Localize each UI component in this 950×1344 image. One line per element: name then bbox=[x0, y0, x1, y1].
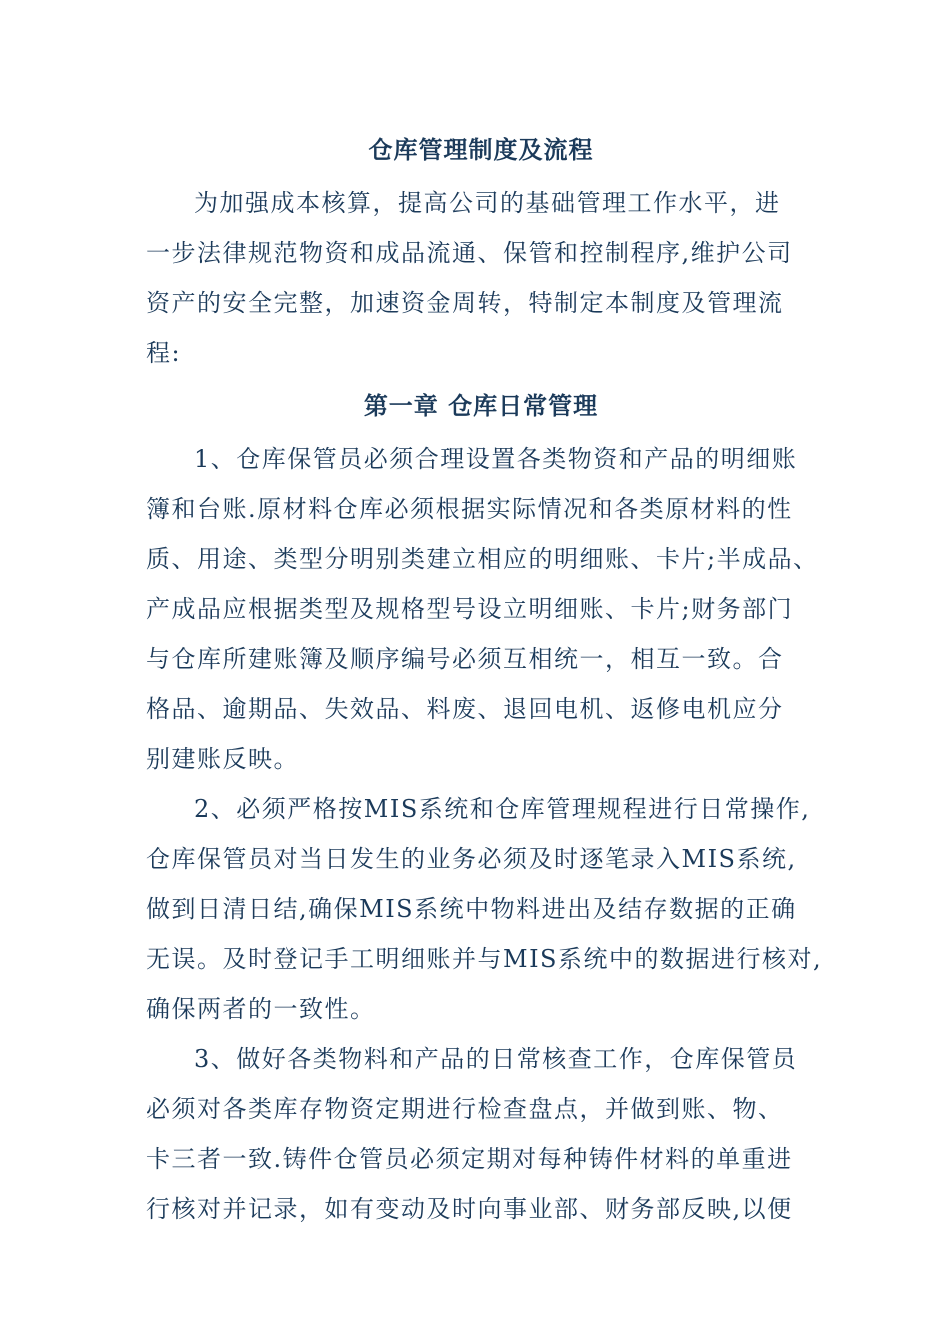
clause-1-line: 别建账反映。 bbox=[146, 745, 299, 773]
intro-line: 资产的安全完整，加速资金周转，特制定本制度及管理流 bbox=[146, 289, 784, 317]
clause-1-line: 1、仓库保管员必须合理设置各类物资和产品的明细账 bbox=[194, 445, 798, 473]
clause-3-line: 必须对各类库存物资定期进行检查盘点，并做到账、物、 bbox=[146, 1095, 784, 1123]
clause-3-line: 3、做好各类物料和产品的日常核查工作，仓库保管员 bbox=[194, 1045, 798, 1073]
intro-paragraph bbox=[146, 178, 816, 378]
clause-2-paragraph bbox=[146, 784, 823, 1034]
chapter-heading: 第一章 仓库日常管理 bbox=[363, 391, 599, 420]
intro-line: 程: bbox=[146, 339, 182, 367]
clause-2-line: 无误。及时登记手工明细账并与MIS系统中的数据进行核对, bbox=[146, 945, 823, 973]
clause-1-line: 与仓库所建账簿及顺序编号必须互相统一，相互一致。合 bbox=[146, 645, 784, 673]
document-body bbox=[146, 128, 823, 1234]
clause-2-line: 做到日清日结,确保MIS系统中物料进出及结存数据的正确 bbox=[146, 895, 797, 923]
clause-2-line: 仓库保管员对当日发生的业务必须及时逐笔录入MIS系统, bbox=[146, 845, 797, 873]
clause-1-line: 产成品应根据类型及规格型号设立明细账、卡片;财务部门 bbox=[146, 595, 794, 623]
clause-3-line: 行核对并记录，如有变动及时向事业部、财务部反映,以便 bbox=[146, 1195, 793, 1223]
clause-2-line: 2、必须严格按MIS系统和仓库管理规程进行日常操作, bbox=[194, 795, 811, 823]
clause-1-paragraph bbox=[146, 434, 819, 784]
document-title: 仓库管理制度及流程 bbox=[368, 135, 594, 164]
intro-line: 为加强成本核算，提高公司的基础管理工作水平，进 bbox=[194, 189, 781, 217]
clause-1-line: 簿和台账.原材料仓库必须根据实际情况和各类原材料的性 bbox=[146, 495, 793, 523]
intro-line: 一步法律规范物资和成品流通、保管和控制程序,维护公司 bbox=[146, 239, 793, 267]
clause-2-line: 确保两者的一致性。 bbox=[146, 995, 376, 1023]
clause-1-line: 质、用途、类型分明别类建立相应的明细账、卡片;半成品、 bbox=[146, 545, 819, 573]
clause-3-line: 卡三者一致.铸件仓管员必须定期对每种铸件材料的单重进 bbox=[146, 1145, 793, 1173]
clause-1-line: 格品、逾期品、失效品、料废、退回电机、返修电机应分 bbox=[146, 695, 784, 723]
clause-3-paragraph bbox=[146, 1034, 816, 1234]
